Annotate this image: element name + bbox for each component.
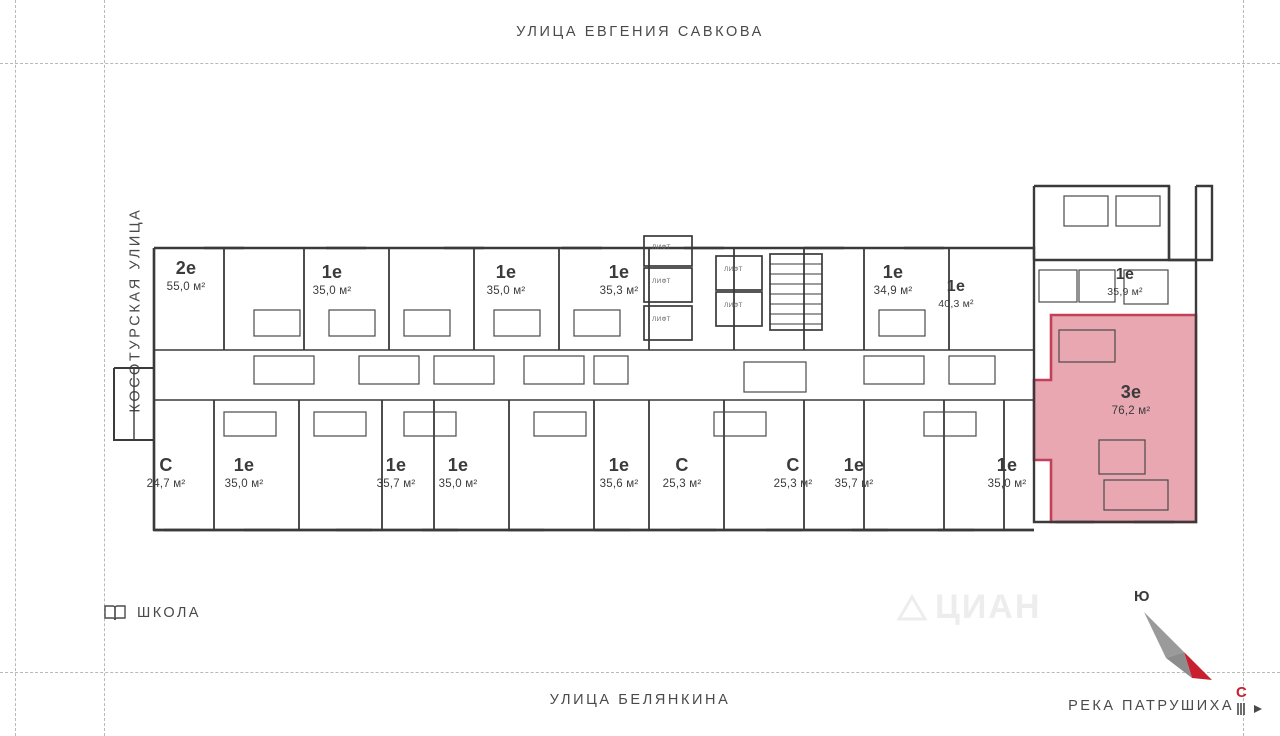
unit-name: 1е (385, 455, 407, 475)
unit-name: 3е (1120, 382, 1142, 402)
unit-label-highlighted[interactable] (1112, 382, 1151, 418)
unit-name: 1е (996, 455, 1018, 475)
watermark-text: ЦИАН (935, 588, 1042, 626)
unit-label[interactable] (167, 258, 206, 294)
street-label-top: УЛИЦА ЕВГЕНИЯ САВКОВА (516, 24, 764, 40)
unit-name: 1е (946, 278, 966, 295)
unit-label[interactable] (874, 262, 913, 298)
unit-name: 1е (495, 262, 517, 282)
unit-area: 25,3 м² (662, 477, 702, 490)
book-icon (104, 604, 126, 622)
unit-area: 24,7 м² (146, 477, 186, 490)
unit-area: 35,6 м² (599, 477, 639, 490)
unit-label[interactable] (835, 455, 874, 491)
unit-area: 25,3 м² (773, 477, 813, 490)
unit-label[interactable] (147, 455, 186, 491)
unit-label[interactable] (600, 455, 639, 491)
unit-area: 35,0 м² (224, 477, 264, 490)
unit-area: 35,0 м² (312, 284, 352, 297)
river-icons (1235, 702, 1264, 716)
unit-area: 34,9 м² (873, 284, 913, 297)
unit-area: 35,7 м² (834, 477, 874, 490)
unit-label[interactable] (225, 455, 264, 491)
river-label: РЕКА ПАТРУШИХА (1068, 698, 1234, 714)
unit-label[interactable] (663, 455, 702, 491)
water-icon (1235, 702, 1247, 716)
street-label-left: КОСОТУРСКАЯ УЛИЦА (127, 207, 144, 413)
dashed-guide-top (0, 63, 1280, 64)
unit-name: С (675, 455, 689, 475)
lift-label: ЛИФТ (724, 302, 743, 309)
unit-label[interactable] (439, 455, 478, 491)
unit-name: 1е (1115, 266, 1135, 283)
dashed-guide-bottom (0, 672, 1280, 673)
unit-label[interactable] (988, 455, 1027, 491)
unit-name: 1е (447, 455, 469, 475)
unit-label[interactable] (774, 455, 813, 491)
cian-logo-icon (895, 591, 929, 625)
legend-school (104, 604, 201, 622)
unit-name: С (786, 455, 800, 475)
unit-area: 35,9 м² (1107, 286, 1143, 299)
unit-name: 1е (843, 455, 865, 475)
unit-area: 35,7 м² (376, 477, 416, 490)
lift-label: ЛИФТ (652, 316, 671, 323)
unit-label[interactable] (487, 262, 526, 298)
compass-north-label: Ю (1134, 588, 1150, 605)
unit-area: 35,3 м² (599, 284, 639, 297)
lift-label: ЛИФТ (724, 266, 743, 273)
unit-area: 35,0 м² (987, 477, 1027, 490)
unit-name: 1е (321, 262, 343, 282)
legend-school-label: ШКОЛА (137, 605, 201, 621)
lift-label: ЛИФТ (652, 278, 671, 285)
unit-name: 1е (608, 262, 630, 282)
unit-area: 35,0 м² (438, 477, 478, 490)
play-arrow-icon (1252, 703, 1264, 715)
unit-label[interactable] (377, 455, 416, 491)
unit-name: 1е (608, 455, 630, 475)
compass-needle-icon (1126, 598, 1236, 690)
unit-name: С (159, 455, 173, 475)
floor-plan (104, 150, 1234, 550)
watermark (895, 588, 1041, 627)
unit-area: 55,0 м² (166, 280, 206, 293)
street-label-bottom: УЛИЦА БЕЛЯНКИНА (549, 692, 731, 708)
unit-area: 40,3 м² (938, 298, 974, 311)
compass-south-label: С (1236, 684, 1247, 701)
unit-label[interactable] (938, 278, 973, 310)
lift-label: ЛИФТ (652, 244, 671, 251)
unit-name: 2е (175, 258, 197, 278)
unit-label[interactable] (1107, 266, 1142, 298)
unit-area: 76,2 м² (1111, 404, 1151, 417)
unit-label[interactable] (313, 262, 352, 298)
dashed-guide-right (1243, 0, 1244, 736)
unit-name: 1е (882, 262, 904, 282)
compass (1126, 588, 1247, 701)
unit-label[interactable] (600, 262, 639, 298)
unit-area: 35,0 м² (486, 284, 526, 297)
dashed-guide-left-outer (15, 0, 16, 736)
unit-name: 1е (233, 455, 255, 475)
